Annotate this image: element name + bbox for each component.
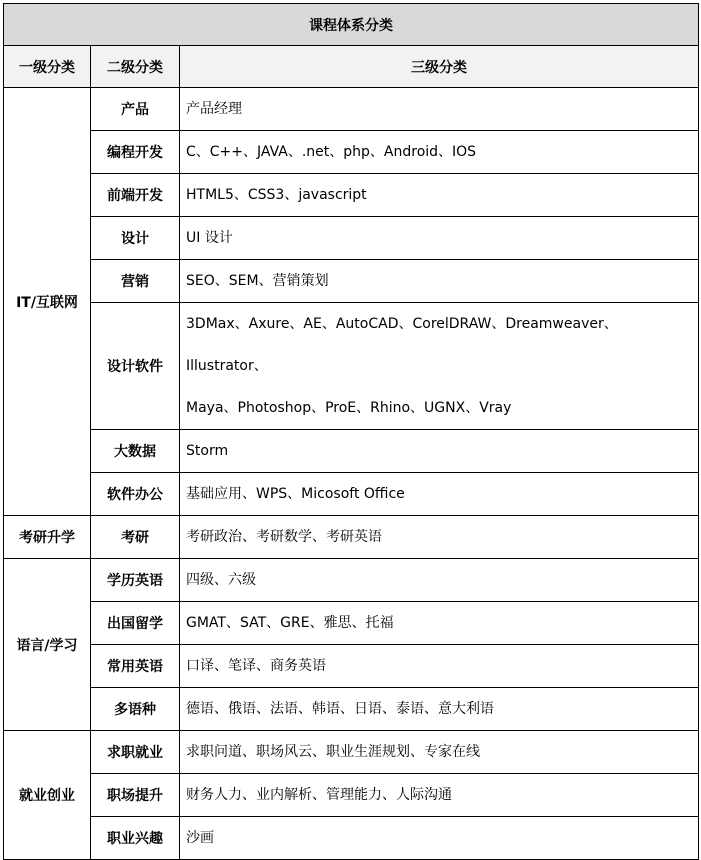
table-row: [4, 817, 699, 860]
header-level2: 二级分类: [91, 46, 180, 88]
level2-cell: 多语种: [91, 688, 180, 731]
header-row: [4, 46, 699, 88]
table-row: [4, 131, 699, 174]
level3-cell: [180, 303, 699, 430]
level2-cell: 职场提升: [91, 774, 180, 817]
level3-text-line: 德语、俄语、法语、韩语、日语、泰语、意大利语: [186, 701, 494, 717]
level3-text-line: Maya、Photoshop、ProE、Rhino、UGNX、Vray: [186, 400, 512, 416]
level3-cell: [180, 516, 699, 559]
level3-cell: [180, 260, 699, 303]
level3-text-line: SEO、SEM、营销策划: [186, 273, 329, 289]
level2-cell: 前端开发: [91, 174, 180, 217]
level3-text-line: 产品经理: [186, 101, 242, 117]
table-row: [4, 430, 699, 473]
table-body: [4, 4, 699, 860]
level1-cell: 语言/学习: [4, 559, 91, 731]
level3-text-line: HTML5、CSS3、javascript: [186, 187, 367, 203]
course-category-table: [3, 3, 699, 860]
table-row: [4, 559, 699, 602]
level3-text-line: 求职问道、职场风云、职业生涯规划、专家在线: [186, 744, 480, 760]
level3-text-line: 3DMax、Axure、AE、AutoCAD、CorelDRAW、Dreamweaver、Illustrator、: [186, 316, 618, 374]
level3-text-line: UI 设计: [186, 230, 233, 246]
level3-text-line: 财务人力、业内解析、管理能力、人际沟通: [186, 787, 452, 803]
table-row: [4, 688, 699, 731]
level2-cell: 编程开发: [91, 131, 180, 174]
table-row: [4, 516, 699, 559]
table-row: [4, 473, 699, 516]
table-row: [4, 260, 699, 303]
level3-cell: [180, 217, 699, 260]
level3-cell: [180, 473, 699, 516]
table-row: [4, 774, 699, 817]
level3-text-line: 四级、六级: [186, 572, 256, 588]
level3-cell: [180, 688, 699, 731]
level1-cell: 考研升学: [4, 516, 91, 559]
level2-cell: 大数据: [91, 430, 180, 473]
level2-cell: 职业兴趣: [91, 817, 180, 860]
level3-text-line: 考研政治、考研数学、考研英语: [186, 529, 382, 545]
level3-cell: [180, 88, 699, 131]
level2-cell: 常用英语: [91, 645, 180, 688]
level2-cell: 考研: [91, 516, 180, 559]
level2-cell: 求职就业: [91, 731, 180, 774]
table-row: [4, 645, 699, 688]
level3-text-line: Storm: [186, 443, 229, 459]
level3-text-line: 沙画: [186, 830, 214, 846]
level3-cell: [180, 559, 699, 602]
table-row: [4, 217, 699, 260]
level1-cell: 就业创业: [4, 731, 91, 860]
level3-cell: [180, 774, 699, 817]
level3-cell: [180, 731, 699, 774]
table-row: [4, 602, 699, 645]
level2-cell: 设计: [91, 217, 180, 260]
level2-cell: 设计软件: [91, 303, 180, 430]
level3-text-line: C、C++、JAVA、.net、php、Android、IOS: [186, 144, 477, 160]
table-row: [4, 731, 699, 774]
level3-text-line: GMAT、SAT、GRE、雅思、托福: [186, 615, 394, 631]
level2-cell: 营销: [91, 260, 180, 303]
table-row: [4, 88, 699, 131]
table-row: [4, 303, 699, 430]
level2-cell: 学历英语: [91, 559, 180, 602]
level3-text-line: 基础应用、WPS、Micosoft Office: [186, 486, 405, 502]
level3-cell: [180, 131, 699, 174]
level2-cell: 出国留学: [91, 602, 180, 645]
level3-cell: [180, 817, 699, 860]
level2-cell: 产品: [91, 88, 180, 131]
table-title: 课程体系分类: [4, 4, 699, 46]
header-level3: 三级分类: [180, 46, 699, 88]
table-title-row: [4, 4, 699, 46]
level3-cell: [180, 602, 699, 645]
level3-cell: [180, 174, 699, 217]
level3-cell: [180, 430, 699, 473]
header-level1: 一级分类: [4, 46, 91, 88]
level2-cell: 软件办公: [91, 473, 180, 516]
level3-cell: [180, 645, 699, 688]
level1-cell: IT/互联网: [4, 88, 91, 516]
level3-text-line: 口译、笔译、商务英语: [186, 658, 326, 674]
table-row: [4, 174, 699, 217]
